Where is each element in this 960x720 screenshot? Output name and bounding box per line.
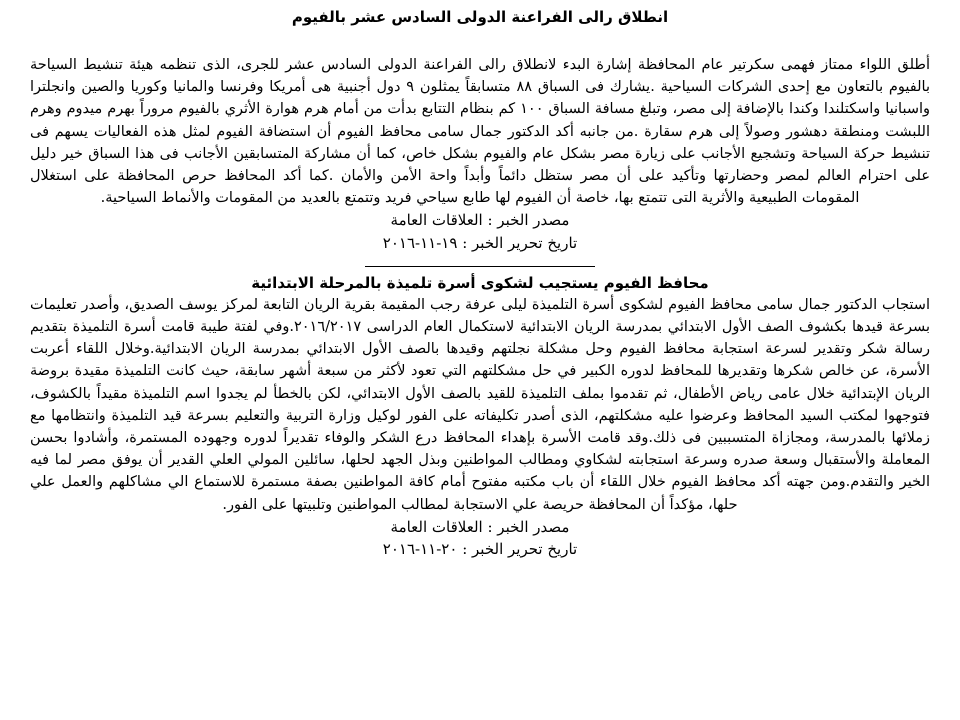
article-source: مصدر الخبر : العلاقات العامة xyxy=(390,211,570,230)
article-body: أطلق اللواء ممتاز فهمى سكرتير عام المحافظة إشارة البدء لانطلاق رالى الفراعنة الدولى السادس عشر للجرى، الذى تنظمه هيئة تنشيط السياحة بالفيوم بالتعاون مع إحدى الشركات السياحية .يشارك فى السباق ٨٨ متسابقاً يمثلون ٩ دول أجنبية هى أمريكا وفرنسا والمانيا وكوريا والصين وانجلترا واسبانيا واسكتلندا وكندا بالإضافة إلى مصر، وتبلغ مسافة السباق ١٠٠ كم بنظام التتابع بدأت من أمام هرم هوارة الأثري بالفيوم مروراً بهرم ميدوم وهرم اللبشت ومنطقة دهشور وصولاً إلى هرم سقارة .من جانبه أكد الدكتور جمال سامى محافظ الفيوم أن استضافة الفيوم لمثل هذه الفعاليات يسهم فى تنشيط حركة السياحة وتشجيع الأجانب على زيارة مصر بشكل عام والفيوم بشكل خاص، كما أن مشاركة المتسابقين الأجانب فى هذا السباق خير دليل على احترام العالم لمصر وحضارتها وتأكيد على أن مصر ستظل دائماً وأبداً واحة الأمن والأمان .كما أكد المحافظ حرص المحافظة على استغلال المقومات الطبيعية والأثرية التى تتمتع بها، خاصة أن الفيوم لها طابع سياحي فريد وتتمتع بالعديد من المقومات والأنماط السياحية. xyxy=(30,57,931,207)
article-title: محافظ الفيوم يستجيب لشكوى أسرة تلميذة بالمرحلة الابتدائية xyxy=(251,273,709,292)
article-title: انطلاق رالى الفراعنة الدولى السادس عشر بالفيوم xyxy=(291,8,669,26)
article-student-complaint xyxy=(30,272,930,560)
spacer xyxy=(30,28,930,54)
article-source: مصدر الخبر : العلاقات العامة xyxy=(390,517,570,536)
article-rally xyxy=(30,6,930,254)
article-divider xyxy=(365,266,595,267)
article-date: تاريخ تحرير الخبر : ١٩-١١-٢٠١٦ xyxy=(382,233,578,252)
article-date: تاريخ تحرير الخبر : ٢٠-١١-٢٠١٦ xyxy=(382,540,578,559)
article-body: استجاب الدكتور جمال سامى محافظ الفيوم لشكوى أسرة التلميذة ليلى عرفة رجب المقيمة بقرية الريان التابعة لمركز يوسف الصديق، وأصدر تعليمات بسرعة قيدها بكشوف الصف الأول الابتدائي بمدرسة الريان الابتدائية لاستكمال العام الدراسى ٢٠١٦/٢٠١٧.وفي لفتة طيبة قامت أسرة التلميذة بتقديم رسالة شكر وتقدير لسرعة استجابة محافظ الفيوم وحل مشكلة نجلتهم وقيدها بالصف الأول الابتدائي بمدرسة الريان الابتدائية.وخلال اللقاء أعربت الأسرة، عن خالص شكرها وتقديرها للمحافظ لدوره الكبير في حل مشكلتهم التي تعود لأكثر من سبعة أشهر سابقة، حيث كانت التلميذة مقيدة بروضة الريان الإبتدائية خلال عامى رياض الأطفال، ثم تقدموا بملف التلميذة للقيد بالصف الأول الابتدائي، لكن بالخطأ لم يجدوا اسم التلميذة مقيداً بالكشوف، فتوجهوا لمكتب السيد المحافظ وعرضوا عليه مشكلتهم، الذى أصدر تكليفاته على الفور لوكيل وزارة التربية والتعليم بسرعة قيد التلميذة وانتظامها مع زملائها بالمدرسة، ومجازاة المتسببين فى ذلك.وقد قامت الأسرة بإهداء المحافظ درع الشكر والوفاء تقديراً لدوره وجهوده المستمرة، وأشادوا بحسن المعاملة والأستقبال وسعة صدره وسرعة استجابته لشكاوي ومطالب المواطنين وبذل الجهد لحلها، سائلين المولي العلي القدير أن يوفق مصر لما فيه الخير والتقدم.ومن جهته أكد محافظ الفيوم خلال اللقاء أن باب مكتبه مفتوح أمام كافة المواطنين بصفة مستمرة للاستماع الي مشاكلهم والعمل علي حلها، مؤكداً أن المحافظة حريصة علي الاستجابة لمطالب المواطنين وتلبيتها على الفور. xyxy=(30,296,930,513)
